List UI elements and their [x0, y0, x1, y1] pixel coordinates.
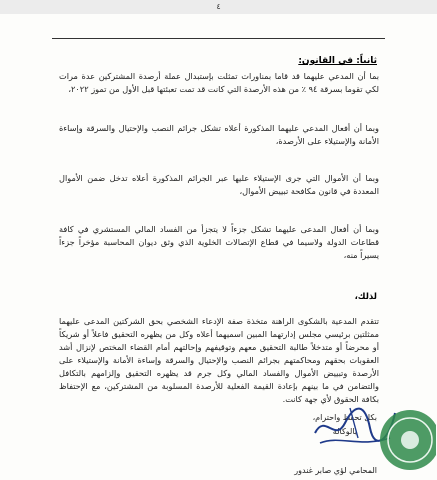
paragraph-3: وبما أن الأموال التي جرى الإستيلاء عليها عبر الجرائم المذكورة أعلاه تدخل ضمن الأموال المعددة في قانون مكافحة تبييض الأموال،: [59, 173, 379, 196]
conclusion-paragraph: تتقدم المدعية بالشكوى الراهنة متخذة صفة الإدعاء الشخصي بحق الشركتين المدعى عليهما ممثلتين برئيسي مجلس إدارتهما المبين اسميهما أعلاه وكل من يظهره التحقيق فاعلاً أو شريكاً أو محرضاً أو متدخلاً طالبة التحقيق معهم وتوقيفهم وإحالتهم أمام القضاء المختص لإنزال أشد العقوبات بحقهم ومحاكمتهم بجرائم النصب والإحتيال والسرقة وإساءة الأمانة والإستيلاء على الأرصدة وتبييض الأموال والفساد المالي وكل جرم قد يظهره التحقيق وإلزامهم بالتكافل والتضامن في ما بينهم بإعادة القيمة الفعلية للأرصدة المسلوبة من المشتركين، مع الإحتفاظ بكافة الحقوق لأي جهة كانت.: [59, 316, 379, 404]
page-number: ٤: [216, 2, 221, 11]
stamp-image: [372, 395, 436, 480]
paragraph-4: وبما أن أفعال المدعى عليهما تشكل جزءاً لا يتجزأ من الفساد المالي المستشري في كافة قطاعات الدولة ولاسيما في قطاع الإتصالات الخلوية الذي وثق ديوان المحاسبة مؤخراً جزءاً يسيراً منه،: [59, 224, 379, 260]
header-rule: [52, 38, 385, 39]
lawyer-title: بالوكالة: [332, 427, 357, 436]
conclusion-title: لذلك،: [354, 292, 377, 302]
section-title: ثانياً: في القانون:: [298, 56, 377, 66]
paragraph-2: وبما أن أفعال المدعي عليهما المذكورة أعلاه تشكل جرائم النصب والإحتيال والسرقة وإساءة الأمانة والإستيلاء على الأرصدة،: [59, 123, 379, 146]
lawyer-name: المحامي لؤي صابر غندور: [294, 466, 377, 475]
paragraph-1: بما أن المدعي عليهما قد قاما بمناورات تمثلت بإستبدال عملة أرصدة المشتركين عدة مرات لكي تقوما بسرقة ٩٤ ٪ من هذه الأرصدة التي كانت قد تمت تعبئتها قبل الأول من تموز ٢٠٢٢،: [59, 71, 379, 94]
closing-line: بكل تحفظ واحترام،: [312, 413, 377, 422]
